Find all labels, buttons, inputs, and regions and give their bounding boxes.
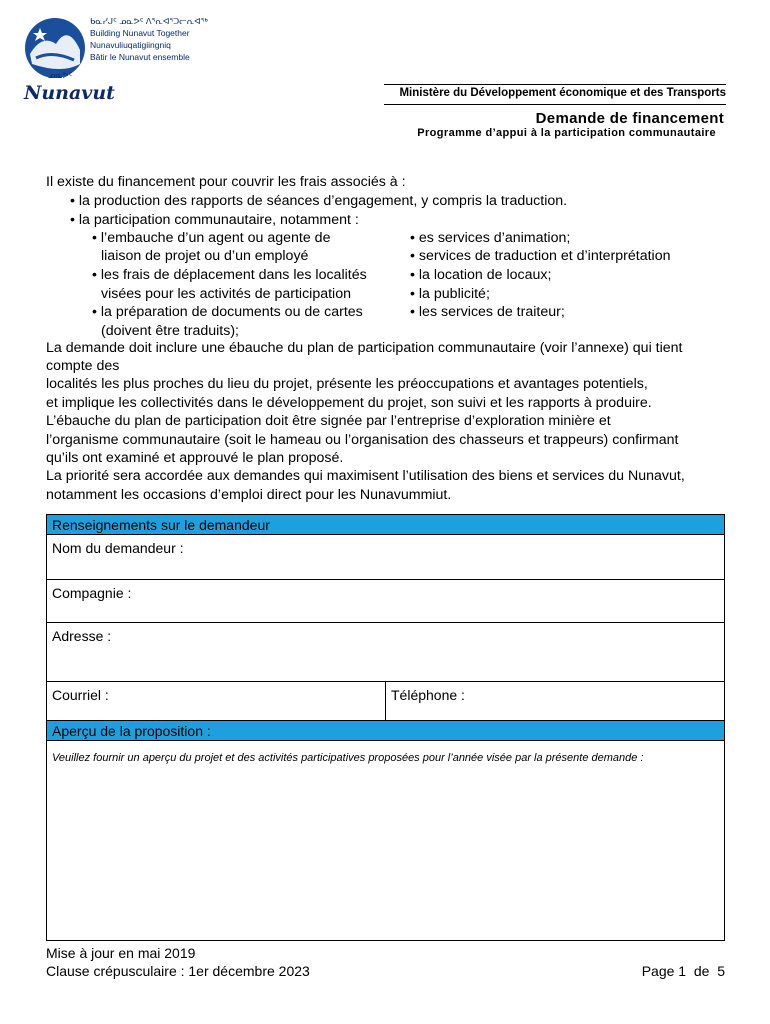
right-col-item: • la location de locaux; bbox=[410, 267, 552, 283]
paragraph-line: l’organisme communautaire (soit le hameau ou l’organisation des chasseurs et trappeurs) confirmant bbox=[46, 432, 679, 448]
header-rule-bottom bbox=[384, 104, 726, 105]
nunavut-logo bbox=[22, 14, 208, 104]
paragraph-line: localités les plus proches du lieu du projet, présente les préoccupations et avantages potentiels, bbox=[46, 376, 648, 392]
logo-wordmark-syllabics: ᓄᓇᕗᑦ bbox=[48, 70, 73, 80]
paragraph-line: qu’ils ont examiné et approuvé le plan proposé. bbox=[46, 450, 344, 466]
intro-bullet: • la participation communautaire, notamment : bbox=[70, 212, 359, 228]
company-field[interactable] bbox=[47, 580, 724, 623]
paragraph-line: L’ébauche du plan de participation doit être signée par l’entreprise d’exploration minière et bbox=[46, 413, 611, 429]
email-label: Courriel : bbox=[52, 687, 109, 703]
section-header-proposal: Aperçu de la proposition : bbox=[47, 721, 724, 741]
phone-field[interactable] bbox=[386, 682, 724, 721]
document-subtitle: Programme d’appui à la participation communautaire bbox=[417, 127, 716, 139]
logo-line-en: Building Nunavut Together bbox=[90, 28, 190, 38]
section-header-applicant: Renseignements sur le demandeur bbox=[47, 515, 724, 535]
phone-label: Téléphone : bbox=[391, 687, 465, 703]
updated-date: Mise à jour en mai 2019 bbox=[46, 945, 196, 961]
paragraph-line: La priorité sera accordée aux demandes qui maximisent l’utilisation des biens et services du Nunavut, bbox=[46, 468, 685, 484]
company-label: Compagnie : bbox=[52, 585, 132, 601]
address-label: Adresse : bbox=[52, 628, 112, 644]
left-col-item: liaison de projet ou d’un employé bbox=[101, 248, 309, 264]
document-title: Demande de financement bbox=[535, 110, 724, 127]
applicant-name-field[interactable] bbox=[47, 535, 724, 580]
proposal-textarea[interactable] bbox=[47, 741, 724, 940]
logo-line-fr: Bâtir le Nunavut ensemble bbox=[90, 52, 190, 62]
left-col-item: • la préparation de documents ou de cartes bbox=[92, 304, 363, 320]
intro-lead: Il existe du financement pour couvrir les frais associés à : bbox=[46, 174, 406, 190]
logo-wordmark: Nunavut bbox=[24, 82, 115, 104]
paragraph-line: La demande doit inclure une ébauche du plan de participation communautaire (voir l’annexe) qui tient bbox=[46, 340, 683, 356]
intro-bullet: • la production des rapports de séances d’engagement, y compris la traduction. bbox=[70, 193, 568, 209]
right-col-item: • services de traduction et d’interprétation bbox=[410, 248, 671, 264]
left-col-item: (doivent être traduits); bbox=[101, 323, 239, 339]
page-number: Page 1 de 5 bbox=[641, 963, 725, 979]
ministry-name: Ministère du Développement économique et des Transports bbox=[399, 87, 726, 99]
email-field[interactable] bbox=[47, 682, 386, 721]
left-col-item: • l’embauche d’un agent ou agente de bbox=[92, 230, 331, 246]
paragraph-line: notamment les occasions d’emploi direct pour les Nunavummiut. bbox=[46, 487, 452, 503]
paragraph-line: et implique les collectivités dans le développement du projet, son suivi et les rapports à produire. bbox=[46, 395, 652, 411]
left-col-item: visées pour les activités de participation bbox=[101, 286, 351, 302]
address-field[interactable] bbox=[47, 623, 724, 682]
logo-line-iu: Nunavuliuqatigiingniq bbox=[90, 40, 171, 50]
right-col-item: • la publicité; bbox=[410, 286, 490, 302]
header-rule-top bbox=[384, 84, 726, 85]
applicant-form bbox=[46, 514, 725, 941]
sunset-clause: Clause crépusculaire : 1er décembre 2023 bbox=[46, 963, 310, 979]
applicant-name-label: Nom du demandeur : bbox=[52, 540, 184, 556]
logo-syllabics: ᑲᓇᓯᒍᑦ ᓄᓇᕗᑦ ᐱᕐᕆᐊᕐᑐᓕᕆᐊᕐᒃ bbox=[90, 16, 208, 26]
right-col-item: • es services d’animation; bbox=[410, 230, 571, 246]
left-col-item: • les frais de déplacement dans les localités bbox=[92, 267, 367, 283]
proposal-note: Veuillez fournir un aperçu du projet et des activités participatives proposées pour l’année visée par la présente demande : bbox=[52, 752, 644, 764]
paragraph-line: compte des bbox=[46, 358, 120, 374]
right-col-item: • les services de traiteur; bbox=[410, 304, 565, 320]
